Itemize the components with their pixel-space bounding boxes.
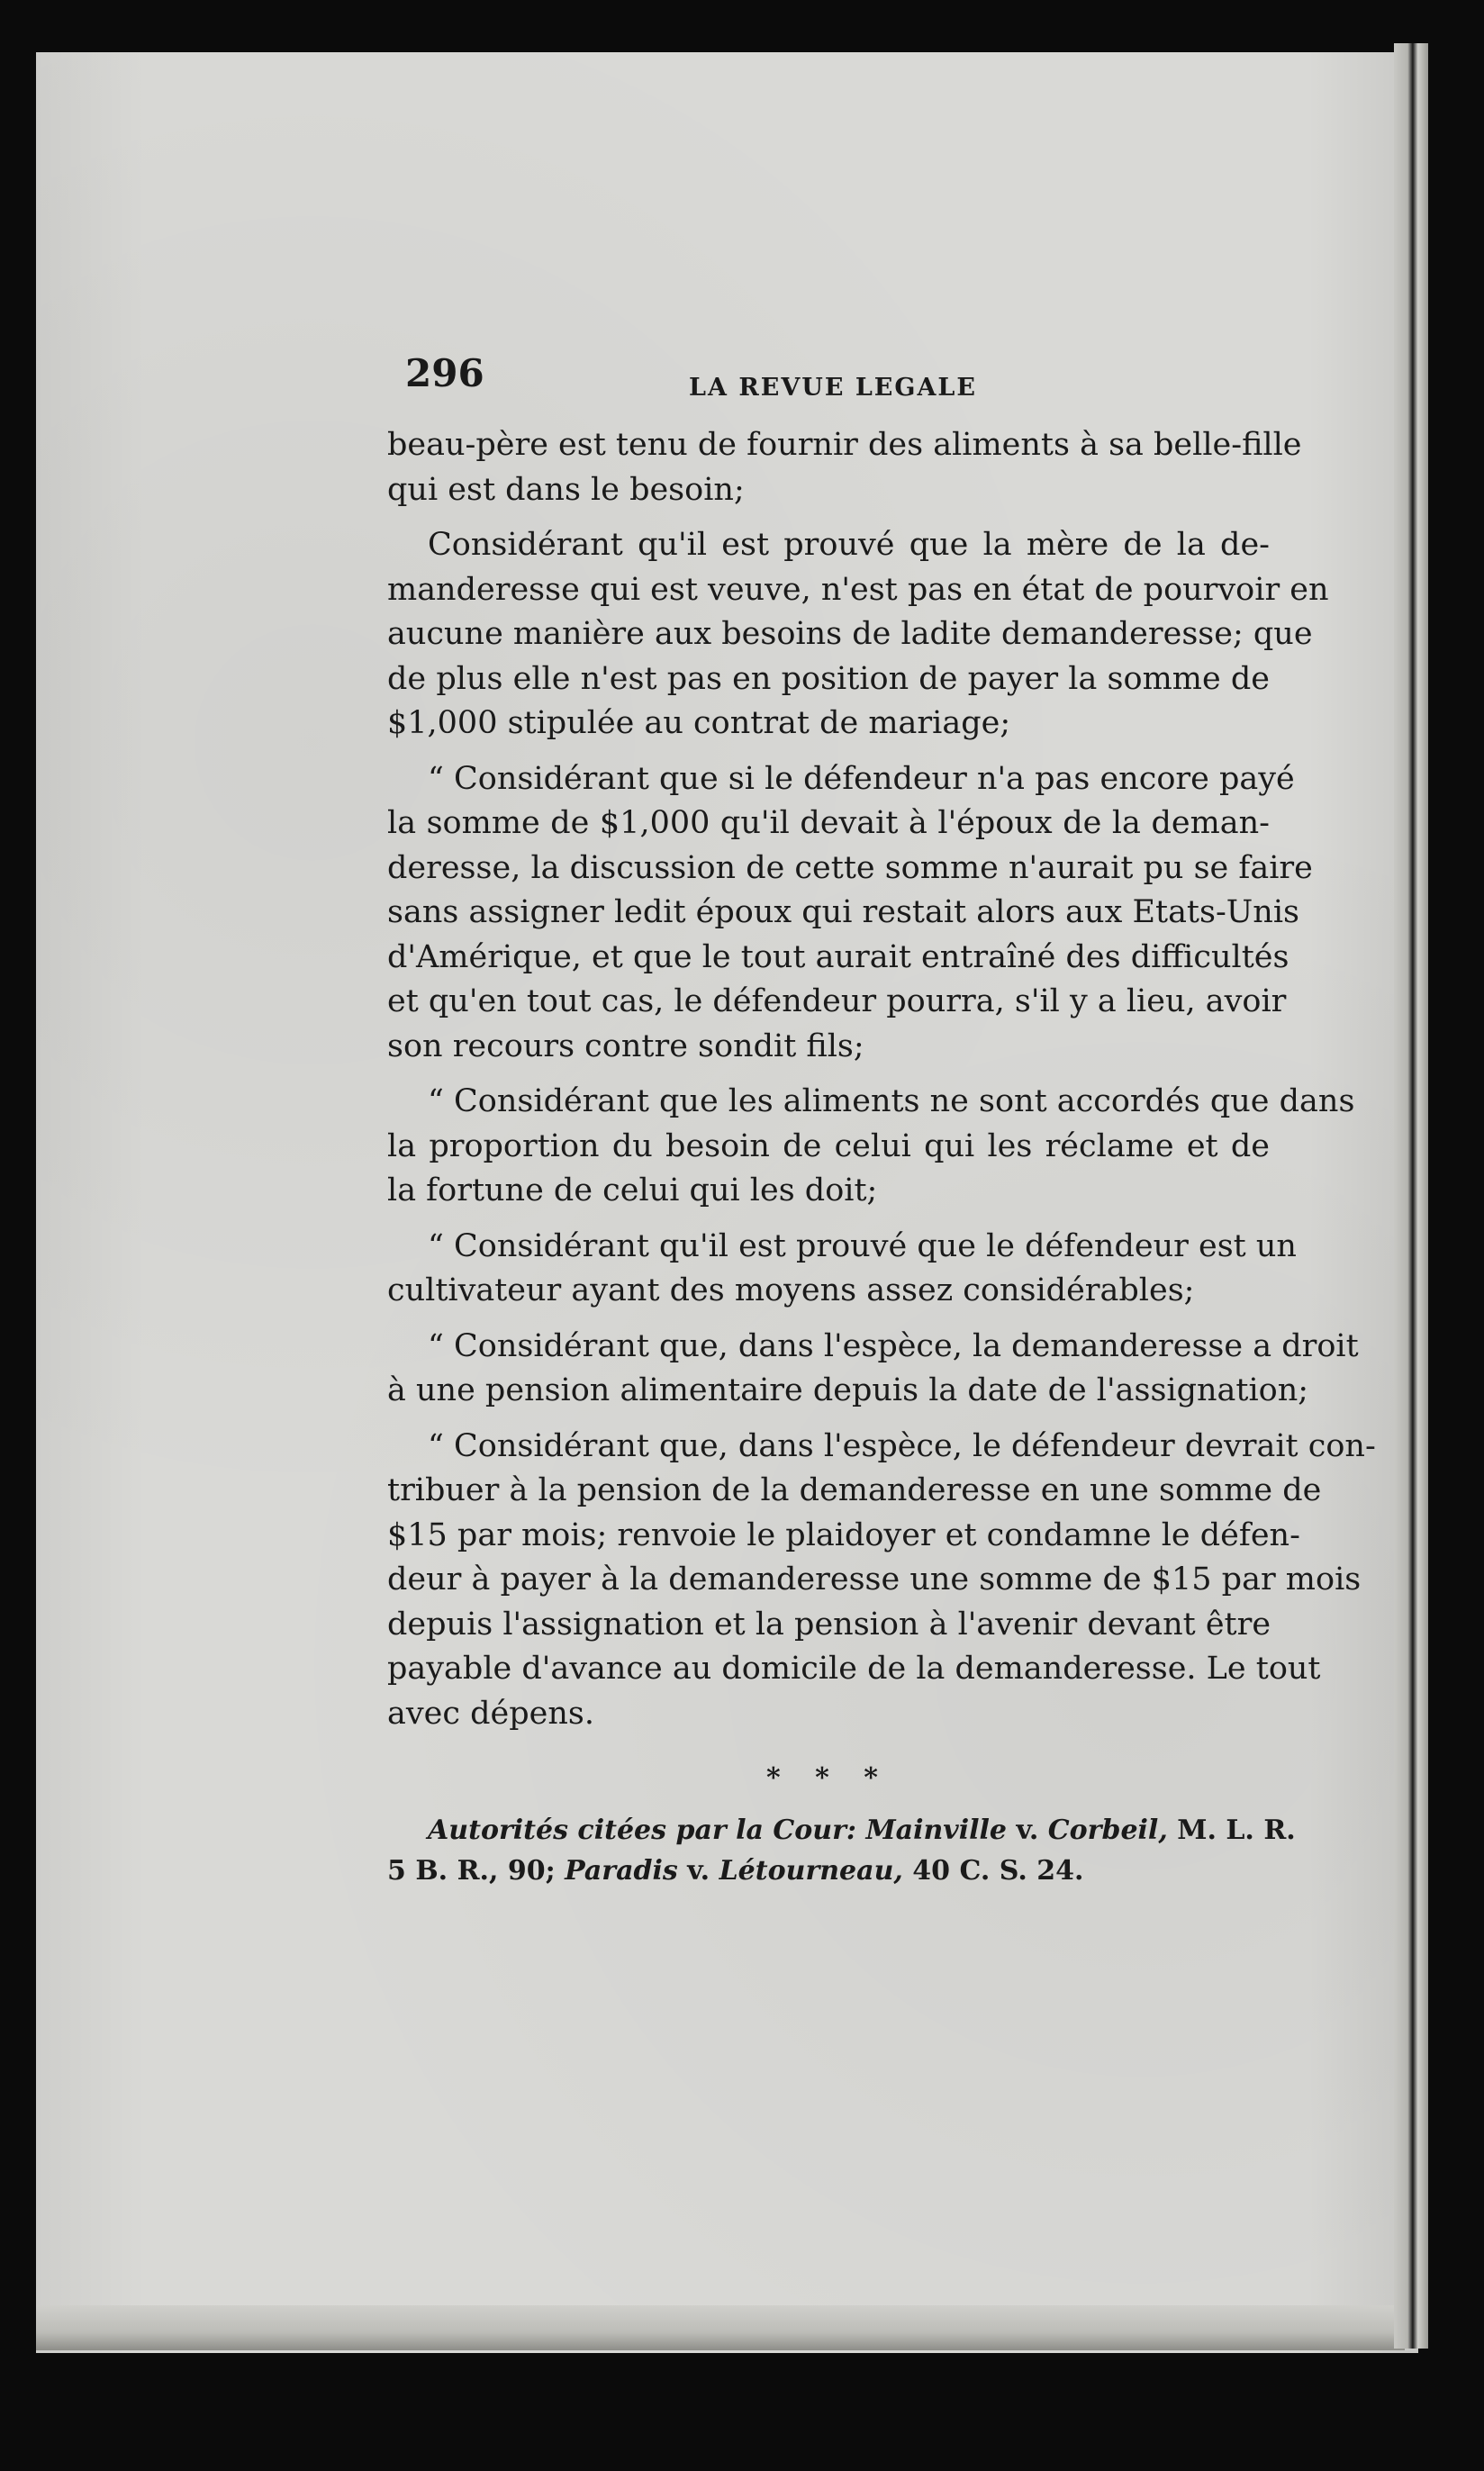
- case-1-reference-a: M. L. R.: [1177, 1814, 1296, 1846]
- text-line: manderesse qui est veuve, n'est pas en état de pourvoir en: [387, 571, 1329, 608]
- text-line: deur à payer à la demanderesse une somme de $15 par mois: [387, 1561, 1362, 1598]
- page-number: 296: [405, 351, 484, 395]
- case-2-party: Létourneau,: [719, 1854, 903, 1887]
- text-line: deresse, la discussion de cette somme n'aurait pu se faire: [387, 849, 1313, 886]
- text-line: “ Considérant que les aliments ne sont accordés que dans: [428, 1083, 1355, 1119]
- authorities-line-1: [387, 1810, 1296, 1851]
- text-line: qui est dans le besoin;: [387, 471, 745, 508]
- text-line: beau-père est tenu de fournir des aliments à sa belle-fille: [387, 427, 1302, 463]
- text-line: de plus elle n'est pas en position de payer la somme de: [387, 660, 1270, 697]
- paragraph-7: [387, 1425, 1376, 1737]
- case-1-reference-b: 5 B. R., 90;: [387, 1854, 556, 1887]
- authorities-line-2: [387, 1851, 1270, 1891]
- text-line: tribuer à la pension de la demanderesse en une somme de: [387, 1472, 1322, 1508]
- text-line: “ Considérant que, dans l'espèce, le défendeur devrait con-: [428, 1427, 1376, 1464]
- text-line: sans assigner ledit époux qui restait alors aux Etats-Unis: [387, 894, 1299, 930]
- paragraph-5: [387, 1225, 1297, 1314]
- page-binding-edge: [1394, 43, 1428, 2349]
- text-line: à une pension alimentaire depuis la date de l'assignation;: [387, 1372, 1309, 1408]
- text-line: depuis l'assignation et la pension à l'avenir devant être: [387, 1606, 1271, 1643]
- running-title: LA REVUE LEGALE: [689, 374, 977, 402]
- text-line: avec dépens.: [387, 1695, 594, 1732]
- page-content: [387, 342, 1376, 1891]
- paragraph-6: [387, 1325, 1359, 1414]
- text-line: son recours contre sondit fils;: [387, 1027, 864, 1064]
- text-line: aucune manière aux besoins de ladite demanderesse; que: [387, 616, 1313, 652]
- text-line: $1,000 stipulée au contrat de mariage;: [387, 705, 1011, 741]
- case-1-name: Mainville: [865, 1814, 1008, 1846]
- text-line: “ Considérant que si le défendeur n'a pas encore payé: [428, 760, 1295, 797]
- case-2-name: Paradis: [565, 1854, 678, 1887]
- text-line: Considérant qu'il est prouvé que la mère de la de-: [428, 527, 1270, 563]
- case-1-versus: v.: [1016, 1814, 1039, 1846]
- text-line: $15 par mois; renvoie le plaidoyer et condamne le défen-: [387, 1516, 1300, 1553]
- text-line: cultivateur ayant des moyens assez considérables;: [387, 1272, 1195, 1308]
- paragraph-4: [387, 1080, 1355, 1214]
- page-header: [387, 342, 1270, 423]
- text-line: d'Amérique, et que le tout aurait entraîné des difficultés: [387, 938, 1289, 975]
- paragraph-1: [387, 423, 1302, 512]
- case-2-reference: 40 C. S. 24.: [912, 1854, 1084, 1887]
- paragraph-3: [387, 757, 1313, 1070]
- paragraph-2: [387, 523, 1329, 747]
- case-2-versus: v.: [687, 1854, 710, 1887]
- case-1-party: Corbeil,: [1047, 1814, 1168, 1846]
- authorities-note: [387, 1810, 1296, 1891]
- text-line: “ Considérant que, dans l'espèce, la demanderesse a droit: [428, 1327, 1359, 1364]
- section-asterism: * * *: [766, 1762, 891, 1794]
- text-line: la fortune de celui qui les doit;: [387, 1172, 878, 1208]
- authorities-intro: Autorités citées par la Cour:: [428, 1814, 856, 1846]
- text-line: la proportion du besoin de celui qui les réclame et de: [387, 1127, 1270, 1164]
- page-bottom-edge: [36, 2305, 1405, 2350]
- text-line: payable d'avance au domicile de la demanderesse. Le tout: [387, 1651, 1321, 1687]
- text-line: et qu'en tout cas, le défendeur pourra, s'il y a lieu, avoir: [387, 983, 1287, 1019]
- text-line: la somme de $1,000 qu'il devait à l'époux de la deman-: [387, 805, 1270, 841]
- text-line: “ Considérant qu'il est prouvé que le défendeur est un: [428, 1227, 1297, 1264]
